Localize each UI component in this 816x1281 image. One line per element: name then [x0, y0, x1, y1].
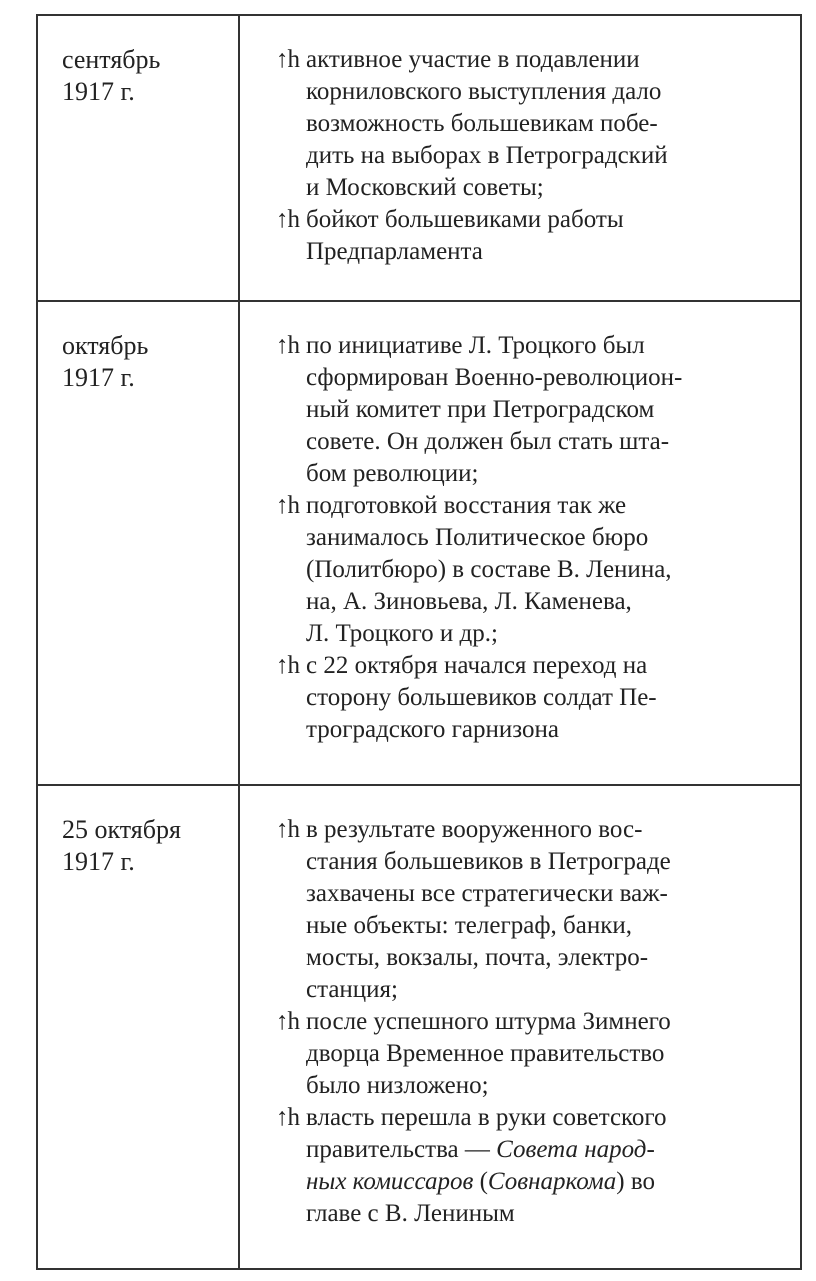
event-line: занималось Политическое бюро [306, 524, 649, 551]
event-line: возможность большевикам побе- [306, 110, 658, 137]
event-line: власть перешла в руки советского [306, 1104, 667, 1131]
bullet-marker: ↑h [276, 1104, 299, 1131]
event-line: троградского гарнизона [306, 716, 559, 743]
bullet-marker: ↑h [276, 46, 299, 73]
timeline-table [36, 14, 802, 1270]
event-line: сформирован Военно-революцион- [306, 364, 683, 391]
event-line: было низложено; [306, 1072, 489, 1099]
event-item [276, 44, 780, 204]
event-item [276, 330, 780, 490]
event-line: главе с В. Лениным [306, 1200, 515, 1227]
table-row [37, 15, 801, 301]
bullet-marker: ↑h [276, 816, 299, 843]
event-line: активное участие в подавлении [306, 46, 640, 73]
event-line: после успешного штурма Зимнего [306, 1008, 671, 1035]
bullet-marker: ↑h [276, 652, 299, 679]
event-item [276, 204, 780, 268]
event-line: мосты, вокзалы, почта, электро- [306, 944, 649, 971]
events-cell [239, 785, 801, 1269]
event-line: (Политбюро) в составе В. Ленина, [306, 556, 672, 583]
date-text: сентябрь 1917 г. [62, 45, 161, 106]
italic-term: Совета народ- [496, 1136, 655, 1163]
event-item [276, 814, 780, 1006]
event-line: дворца Временное правительство [306, 1040, 665, 1067]
event-line: стания большевиков в Петрограде [306, 848, 671, 875]
event-line: Л. Троцкого и др.; [306, 620, 498, 647]
event-line: по инициативе Л. Троцкого был [306, 332, 645, 359]
event-line: корниловского выступления дало [306, 78, 662, 105]
event-line: и Московский советы; [306, 174, 544, 201]
event-line: ный комитет при Петроградском [306, 396, 655, 423]
table-row [37, 301, 801, 785]
event-line: станция; [306, 976, 399, 1003]
plain-text: ( [473, 1168, 488, 1195]
event-item [276, 1102, 780, 1230]
date-text: октябрь 1917 г. [62, 331, 149, 392]
event-line: на, А. Зиновьева, Л. Каменева, [306, 588, 632, 615]
bullet-marker: ↑h [276, 206, 299, 233]
date-cell [37, 785, 239, 1269]
event-line: захвачены все стратегически важ- [306, 880, 668, 907]
event-line [306, 1166, 780, 1198]
event-line: с 22 октября начался переход на [306, 652, 648, 679]
event-line: ные объекты: телеграф, банки, [306, 912, 632, 939]
table-row [37, 785, 801, 1269]
date-text: 25 октября 1917 г. [62, 815, 181, 876]
event-item [276, 650, 780, 746]
date-cell [37, 301, 239, 785]
date-cell [37, 15, 239, 301]
event-line: бом революции; [306, 460, 479, 487]
events-cell [239, 301, 801, 785]
bullet-marker: ↑h [276, 1008, 299, 1035]
event-line: дить на выборах в Петроградский [306, 142, 668, 169]
bullet-marker: ↑h [276, 332, 299, 359]
event-line: бойкот большевиками работы [306, 206, 624, 233]
event-line: совете. Он должен был стать шта- [306, 428, 670, 455]
plain-text: ) во [616, 1168, 655, 1195]
plain-text: правительства — [306, 1136, 497, 1163]
italic-term: ных комиссаров [306, 1168, 474, 1195]
italic-term: Совнаркома [487, 1168, 617, 1195]
events-cell [239, 15, 801, 301]
event-item [276, 1006, 780, 1102]
event-line: Предпарламента [306, 238, 483, 265]
event-line: подготовкой восстания так же [306, 492, 627, 519]
event-line [306, 1134, 780, 1166]
event-item [276, 490, 780, 650]
bullet-marker: ↑h [276, 492, 299, 519]
event-line: в результате вооруженного вос- [306, 816, 643, 843]
event-line: сторону большевиков солдат Пе- [306, 684, 657, 711]
